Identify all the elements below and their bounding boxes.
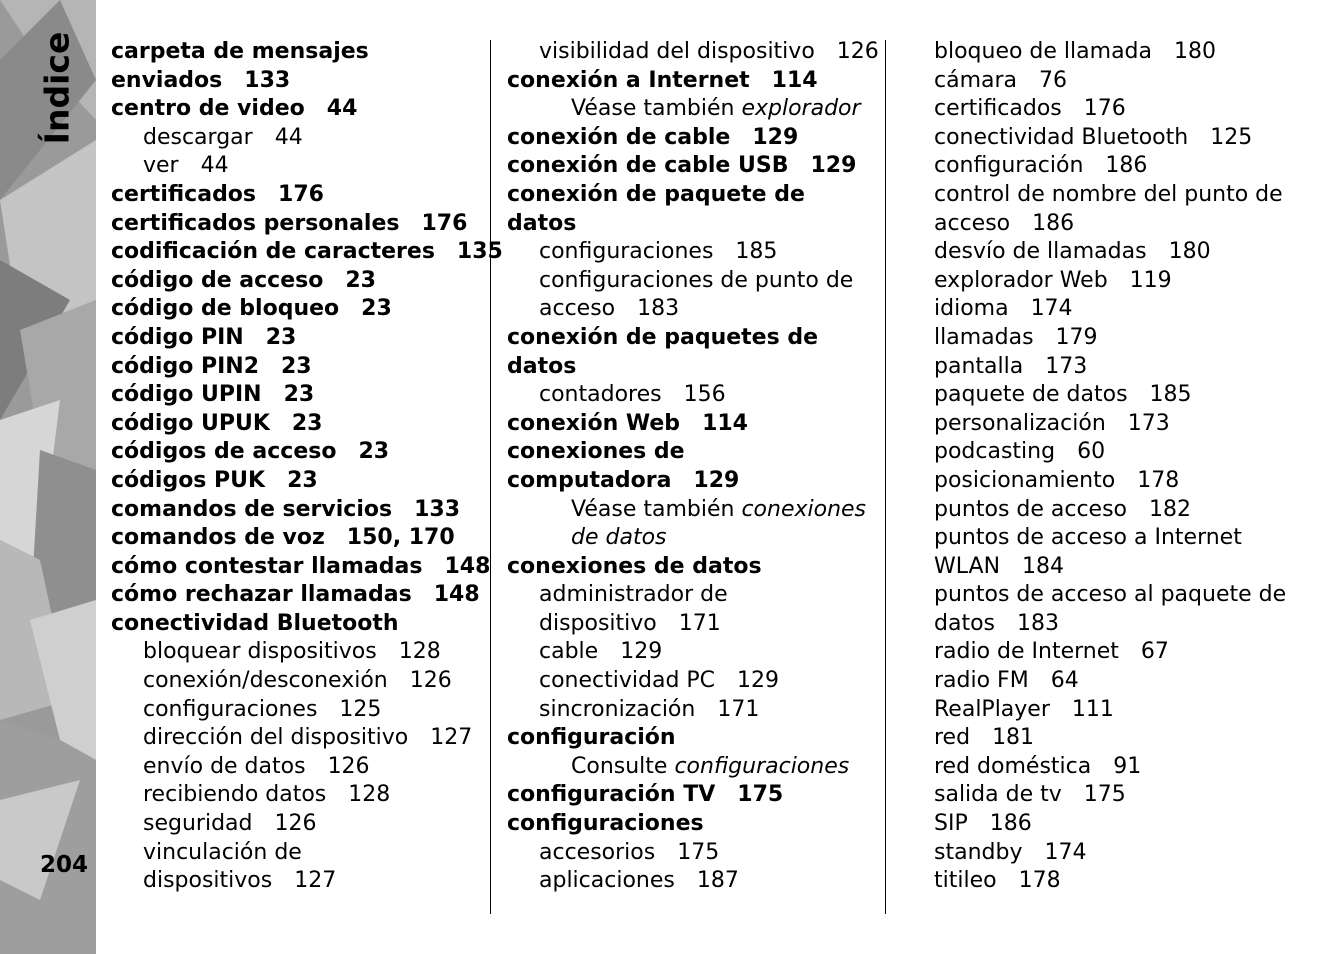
index-page-ref: 183 [1017,610,1059,636]
index-term: standby [934,839,1023,865]
index-term: codificación de caracteres [111,239,435,265]
index-page-ref: 125 [339,696,382,722]
index-term: enviados [111,67,223,93]
index-page-ref: 185 [735,239,778,265]
index-term: personalización [934,410,1106,436]
index-entry [507,381,875,410]
index-entry [934,267,1294,296]
index-entry [934,610,1294,639]
index-column-2 [507,38,879,896]
index-page-ref: 173 [1045,353,1088,379]
index-entry [934,581,1294,610]
index-page-ref: 180 [1168,239,1211,265]
index-page-ref: 176 [1083,96,1126,122]
index-entry [111,181,483,210]
index-entry [507,753,875,782]
index-term: acceso [539,296,616,322]
index-page-ref: 175 [1083,782,1126,808]
index-term: configuraciones [539,239,714,265]
index-entry [507,95,875,124]
index-term: red doméstica [934,753,1092,779]
index-term: conexiones de datos [507,553,762,579]
index-page-ref: 178 [1137,467,1180,493]
index-entry [507,496,875,525]
index-term: Véase también [571,496,735,522]
index-term: código de acceso [111,267,324,293]
index-page-ref: 127 [294,868,337,894]
index-term: explorador Web [934,267,1108,293]
index-entry [111,581,483,610]
index-cross-reference: configuraciones [674,753,850,779]
index-entry [507,467,875,496]
index-entry [934,181,1294,210]
index-term: puntos de acceso al paquete de [934,582,1287,608]
index-term: dirección del dispositivo [143,725,409,751]
index-term: pantalla [934,353,1024,379]
index-page-ref: 129 [620,639,663,665]
index-page-ref: 44 [274,124,303,150]
index-page-ref: 67 [1140,639,1169,665]
index-page-ref: 129 [810,153,857,179]
index-term: configuración [934,153,1084,179]
index-term: desvío de llamadas [934,239,1147,265]
index-entry [507,410,875,439]
index-page-ref: 180 [1174,39,1216,64]
index-entry [507,610,875,639]
index-page-ref: 76 [1039,67,1068,93]
index-term: Véase también [571,96,735,122]
index-page-ref: 148 [444,553,491,579]
index-term: radio FM [934,668,1029,694]
index-term: WLAN [934,553,1001,579]
index-entry [507,124,875,153]
section-title: Índice [37,31,77,145]
index-entry [934,238,1294,267]
index-entry [934,638,1294,667]
index-term: titileo [934,868,997,894]
index-entry [934,295,1294,324]
index-term: códigos de acceso [111,439,337,465]
index-entry [934,524,1294,553]
index-term: conexión de paquetes de [507,324,819,350]
index-page-ref: 181 [992,725,1035,751]
index-page-ref: 23 [265,324,297,350]
index-entry [934,467,1294,496]
column-divider [885,40,886,914]
index-page-ref: 129 [737,668,780,694]
index-entry [507,553,875,582]
index-page-ref: 186 [989,811,1032,837]
index-page-ref: 44 [200,153,229,179]
index-cross-reference: de datos [571,525,667,551]
index-term: seguridad [143,811,253,837]
index-term: configuración [507,725,676,751]
index-term: configuraciones [507,811,704,837]
index-entry [934,67,1294,96]
index-entry [507,238,875,267]
index-term: envío de datos [143,753,306,779]
index-entry [111,124,483,153]
index-entry [507,324,875,353]
index-term: códigos PUK [111,467,266,493]
index-page-ref: 187 [696,868,739,894]
index-page-ref: 184 [1022,553,1065,579]
index-entry [111,410,483,439]
index-entry [111,467,483,496]
index-page-ref: 126 [836,39,879,64]
index-term: descargar [143,124,253,150]
index-entry [111,324,483,353]
index-term: red [934,725,971,751]
index-entry [507,724,875,753]
index-term: llamadas [934,324,1034,350]
index-term: conexión de cable [507,124,731,150]
index-term: administrador de [539,582,728,608]
index-page-ref: 179 [1055,324,1098,350]
index-term: bloqueo de llamada [934,39,1152,64]
index-entry [934,124,1294,153]
index-term: certificados [934,96,1062,122]
index-term: código PIN2 [111,353,259,379]
index-page-ref: 133 [244,67,291,93]
index-entry [111,295,483,324]
index-page-ref: 23 [361,296,392,322]
index-entry [507,267,875,296]
index-page-ref: 128 [348,782,391,808]
index-term: código de bloqueo [111,296,340,322]
index-entry [507,295,875,324]
page-number: 204 [40,852,89,878]
index-term: computadora [507,467,672,493]
index-entry [111,810,483,839]
index-page-ref: 128 [398,639,441,665]
index-page-ref: 119 [1129,267,1172,293]
index-entry [507,867,875,896]
index-entry [507,581,875,610]
index-term: puntos de acceso a Internet [934,525,1242,551]
index-term: ver [143,153,179,179]
index-entry [507,524,875,553]
index-term: acceso [934,210,1011,236]
index-entry [934,553,1294,582]
index-page-ref: 126 [327,753,370,779]
index-term: conectividad Bluetooth [111,610,399,636]
index-page-ref: 126 [409,668,452,694]
index-entry [111,38,483,67]
index-page-ref: 174 [1030,296,1073,322]
index-entry [111,152,483,181]
index-entry [111,553,491,582]
index-entry [934,867,1294,896]
index-term: conexión a Internet [507,67,750,93]
index-entry [507,667,875,696]
index-term: contadores [539,382,662,408]
index-entry [111,724,483,753]
index-page-ref: 125 [1210,124,1253,150]
index-entry [934,781,1294,810]
index-entry [507,839,875,868]
index-entry [111,667,483,696]
index-term: dispositivos [143,868,273,894]
index-term: conexiones de [507,439,685,465]
index-entry [934,410,1294,439]
index-term: comandos de voz [111,525,325,551]
index-page-ref: 111 [1071,696,1114,722]
index-term: SIP [934,811,968,837]
index-entry [111,524,483,553]
index-entry [934,38,1294,67]
index-page-ref: 129 [752,124,799,150]
index-page-ref: 23 [283,382,315,408]
index-entry [934,753,1294,782]
index-page-ref: 175 [677,839,720,865]
index-page-ref: 133 [414,496,461,522]
index-term: carpeta de mensajes [111,39,369,64]
index-term: código UPIN [111,382,262,408]
index-page-ref: 150, 170 [346,525,455,551]
index-page-ref: 114 [771,67,818,93]
index-page-ref: 176 [421,210,468,236]
index-page-ref: 64 [1050,668,1079,694]
index-term: conectividad Bluetooth [934,124,1189,150]
index-entry [934,810,1294,839]
index-term: RealPlayer [934,696,1050,722]
index-entry [111,781,483,810]
index-entry [934,152,1294,181]
index-term: datos [507,210,577,236]
index-entry [934,839,1294,868]
index-page-ref: 173 [1127,410,1170,436]
index-entry [934,381,1294,410]
index-term: código UPUK [111,410,270,436]
index-page-ref: 23 [281,353,312,379]
index-page-ref: 186 [1105,153,1148,179]
index-entry [507,696,875,725]
index-entry [934,353,1294,382]
index-entry [507,181,875,210]
index-entry [111,753,483,782]
index-page-ref: 129 [693,467,740,493]
index-term: idioma [934,296,1009,322]
index-entry [111,496,483,525]
index-term: salida de tv [934,782,1062,808]
index-term: conexión Web [507,410,681,436]
index-page-ref: 23 [358,439,390,465]
index-term: cámara [934,67,1018,93]
index-entry [934,496,1294,525]
index-entry [507,152,875,181]
index-term: cómo rechazar llamadas [111,582,412,608]
index-page-ref: 135 [456,239,503,265]
index-term: conexión/desconexión [143,668,388,694]
index-page-ref: 185 [1149,382,1192,408]
index-term: recibiendo datos [143,782,327,808]
index-page-ref: 148 [433,582,480,608]
index-term: configuraciones de punto de [539,267,854,293]
index-term: podcasting [934,439,1056,465]
index-entry [934,696,1294,725]
index-page-ref: 171 [678,610,721,636]
index-entry [111,238,503,267]
index-page-ref: 176 [278,181,324,207]
index-page-ref: 126 [274,811,317,837]
index-entry [507,38,879,67]
index-page-ref: 175 [737,782,784,808]
index-entry [111,381,483,410]
index-entry [111,610,483,639]
index-entry [507,67,875,96]
index-entry [507,438,875,467]
index-term: dispositivo [539,610,657,636]
index-entry [934,438,1294,467]
index-page-ref: 23 [287,467,318,493]
index-page-ref: 23 [345,267,376,293]
index-term: conexión de cable USB [507,153,789,179]
index-term: cómo contestar llamadas [111,553,423,579]
index-page-ref: 186 [1032,210,1075,236]
index-column-3 [934,38,1294,896]
index-term: código PIN [111,324,244,350]
index-term: posicionamiento [934,467,1116,493]
index-page-ref: 171 [717,696,760,722]
index-page-ref: 127 [430,725,473,751]
index-entry [111,353,483,382]
index-term: Consulte [571,753,668,779]
index-page-ref: 60 [1077,439,1106,465]
index-term: visibilidad del dispositivo [539,39,815,64]
index-entry [507,210,875,239]
index-term: radio de Internet [934,639,1119,665]
index-term: sincronización [539,696,696,722]
index-term: comandos de servicios [111,496,393,522]
index-page-ref: 156 [683,382,726,408]
index-term: datos [934,610,995,636]
index-term: aplicaciones [539,868,675,894]
index-entry [507,353,875,382]
index-term: datos [507,353,577,379]
index-entry [111,67,483,96]
index-page-ref: 174 [1044,839,1087,865]
index-term: vinculación de [143,839,302,865]
index-term: certificados personales [111,210,400,236]
index-term: conexión de paquete de [507,181,805,207]
index-term: cable [539,639,599,665]
index-entry [934,667,1294,696]
index-entry [934,210,1294,239]
sidebar-band [0,0,96,954]
index-term: paquete de datos [934,382,1128,408]
index-entry [934,95,1294,124]
index-page-ref: 178 [1018,868,1061,894]
index-entry [111,95,483,124]
index-page-ref: 44 [326,96,358,122]
index-entry [111,438,483,467]
index-entry [507,638,875,667]
index-term: configuraciones [143,696,318,722]
index-term: bloquear dispositivos [143,639,377,665]
index-term: centro de video [111,96,305,122]
index-page-ref: 114 [702,410,748,436]
index-entry [507,810,875,839]
index-term: control de nombre del punto de [934,181,1283,207]
index-entry [111,696,483,725]
index-term: conectividad PC [539,668,716,694]
index-page-ref: 91 [1113,753,1142,779]
index-entry [111,839,483,868]
index-entry [111,867,483,896]
index-term: certificados [111,181,257,207]
index-entry [111,267,483,296]
index-page-ref: 23 [291,410,323,436]
index-entry [934,724,1294,753]
index-entry [111,638,483,667]
index-page-ref: 183 [637,296,680,322]
index-term: accesorios [539,839,656,865]
index-column-1 [111,38,503,896]
index-entry [507,781,875,810]
column-divider [490,40,491,914]
index-page-ref: 182 [1149,496,1192,522]
index-entry [934,324,1294,353]
index-term: configuración TV [507,782,716,808]
index-cross-reference: explorador [741,96,861,122]
index-cross-reference: conexiones [741,496,867,522]
index-entry [111,210,483,239]
index-term: puntos de acceso [934,496,1128,522]
